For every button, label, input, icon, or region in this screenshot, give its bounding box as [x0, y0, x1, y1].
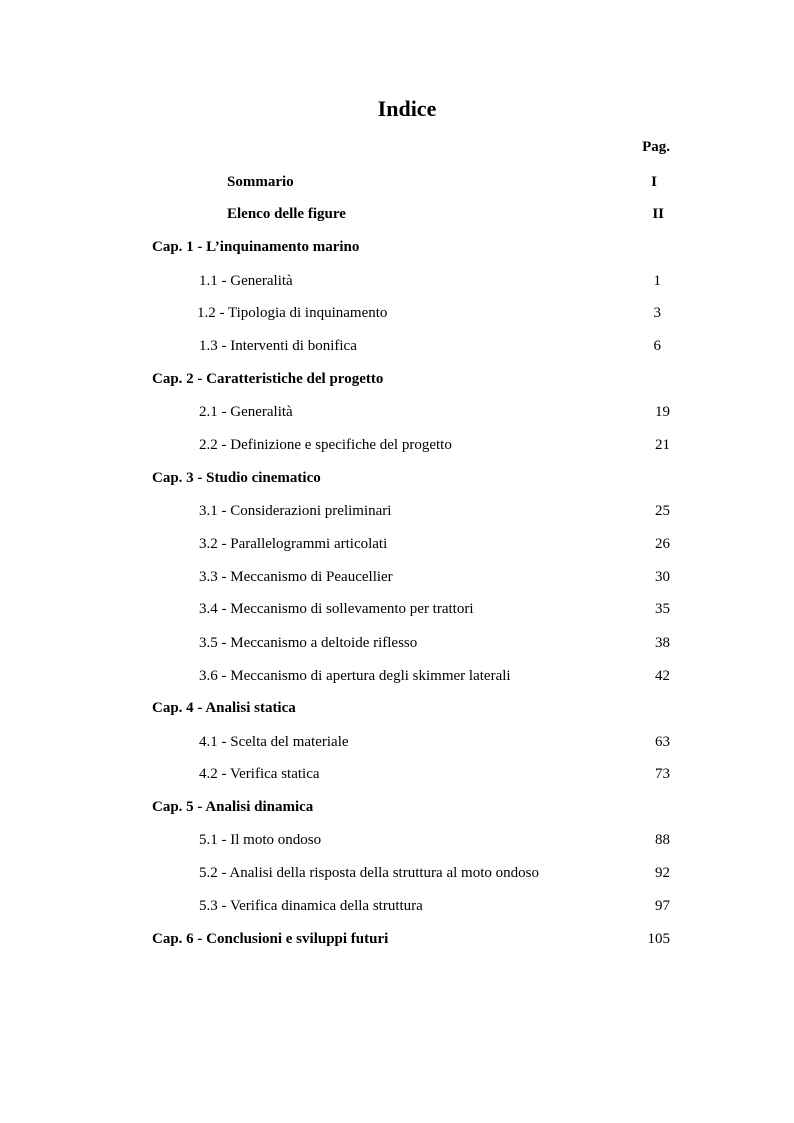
toc-section-page: 38: [655, 635, 670, 651]
toc-section-label: 4.2 - Verifica statica: [199, 766, 320, 782]
toc-section[interactable]: [0, 631, 794, 655]
toc-section-label: 5.3 - Verifica dinamica della struttura: [199, 898, 423, 914]
toc-section-label: 3.6 - Meccanismo di apertura degli skimmer laterali: [199, 668, 511, 684]
toc-section[interactable]: [0, 597, 794, 621]
toc-section-label: 3.1 - Considerazioni preliminari: [199, 503, 392, 519]
toc-section[interactable]: [0, 532, 794, 556]
toc-section-page: 25: [655, 503, 670, 519]
toc-section-page: 3: [653, 305, 661, 321]
toc-section-page: 35: [655, 601, 670, 617]
toc-section[interactable]: [0, 400, 794, 424]
toc-section[interactable]: [0, 664, 794, 688]
toc-chapter-label: Cap. 6 - Conclusioni e sviluppi futuri: [152, 931, 389, 947]
toc-section-label: 5.2 - Analisi della risposta della struttura al moto ondoso: [199, 865, 539, 881]
toc-section[interactable]: [0, 334, 794, 358]
toc-section[interactable]: [0, 499, 794, 523]
toc-section-page: 88: [655, 832, 670, 848]
page-title: Indice: [377, 96, 437, 121]
toc-section-page: 19: [655, 404, 670, 420]
toc-section-label: 5.1 - Il moto ondoso: [199, 832, 322, 848]
toc-section-page: 1: [653, 273, 661, 289]
toc-chapter-4[interactable]: [0, 696, 794, 720]
toc-section[interactable]: [0, 894, 794, 918]
toc-section-page: 26: [655, 536, 670, 552]
toc-section-label: 3.2 - Parallelogrammi articolati: [199, 536, 388, 552]
page-column-header: Pag.: [642, 139, 670, 155]
toc-section-page: 92: [655, 865, 670, 881]
toc-section-label: 2.2 - Definizione e specifiche del progetto: [199, 437, 452, 453]
toc-section-page: 6: [653, 338, 661, 354]
toc-section-page: 63: [655, 734, 670, 750]
toc-section-label: 4.1 - Scelta del materiale: [199, 734, 349, 750]
toc-section-label: 1.1 - Generalità: [199, 273, 293, 289]
toc-section-page: 97: [655, 898, 670, 914]
toc-section-page: 21: [655, 437, 670, 453]
toc-section-page: 73: [655, 766, 670, 782]
toc-chapter-2[interactable]: [0, 367, 794, 391]
toc-section[interactable]: [0, 565, 794, 589]
toc-section[interactable]: [0, 730, 794, 754]
toc-section-label: 2.1 - Generalità: [199, 404, 293, 420]
toc-entry-page: II: [652, 206, 664, 222]
toc-section-label: 3.3 - Meccanismo di Peaucellier: [199, 569, 393, 585]
toc-entry-page: I: [651, 174, 657, 190]
toc-chapter-5[interactable]: [0, 795, 794, 819]
toc-entry-label: Sommario: [227, 174, 294, 190]
toc-section[interactable]: [0, 828, 794, 852]
toc-section-label: 3.5 - Meccanismo a deltoide riflesso: [199, 635, 418, 651]
toc-section[interactable]: [0, 762, 794, 786]
toc-chapter-6[interactable]: [0, 927, 794, 951]
toc-section[interactable]: [0, 269, 794, 293]
toc-chapter-label: Cap. 5 - Analisi dinamica: [152, 799, 314, 815]
toc-section[interactable]: [0, 861, 794, 885]
toc-entry-elenco-figure[interactable]: [0, 202, 794, 226]
toc-section-page: 42: [655, 668, 670, 684]
toc-section[interactable]: [0, 433, 794, 457]
toc-chapter-page: 105: [647, 931, 670, 947]
toc-chapter-label: Cap. 3 - Studio cinematico: [152, 470, 321, 486]
toc-entry-label: Elenco delle figure: [227, 206, 346, 222]
toc-section-label: 3.4 - Meccanismo di sollevamento per trattori: [199, 601, 474, 617]
toc-chapter-label: Cap. 2 - Caratteristiche del progetto: [152, 371, 384, 387]
toc-entry-sommario[interactable]: [0, 170, 794, 194]
toc-section-label: 1.3 - Interventi di bonifica: [199, 338, 357, 354]
toc-section-page: 30: [655, 569, 670, 585]
toc-chapter-3[interactable]: [0, 466, 794, 490]
toc-section[interactable]: [0, 301, 794, 325]
toc-chapter-label: Cap. 4 - Analisi statica: [152, 700, 296, 716]
toc-chapter-1[interactable]: [0, 235, 794, 259]
toc-section-label: 1.2 - Tipologia di inquinamento: [197, 305, 388, 321]
toc-chapter-label: Cap. 1 - L’inquinamento marino: [152, 239, 360, 255]
